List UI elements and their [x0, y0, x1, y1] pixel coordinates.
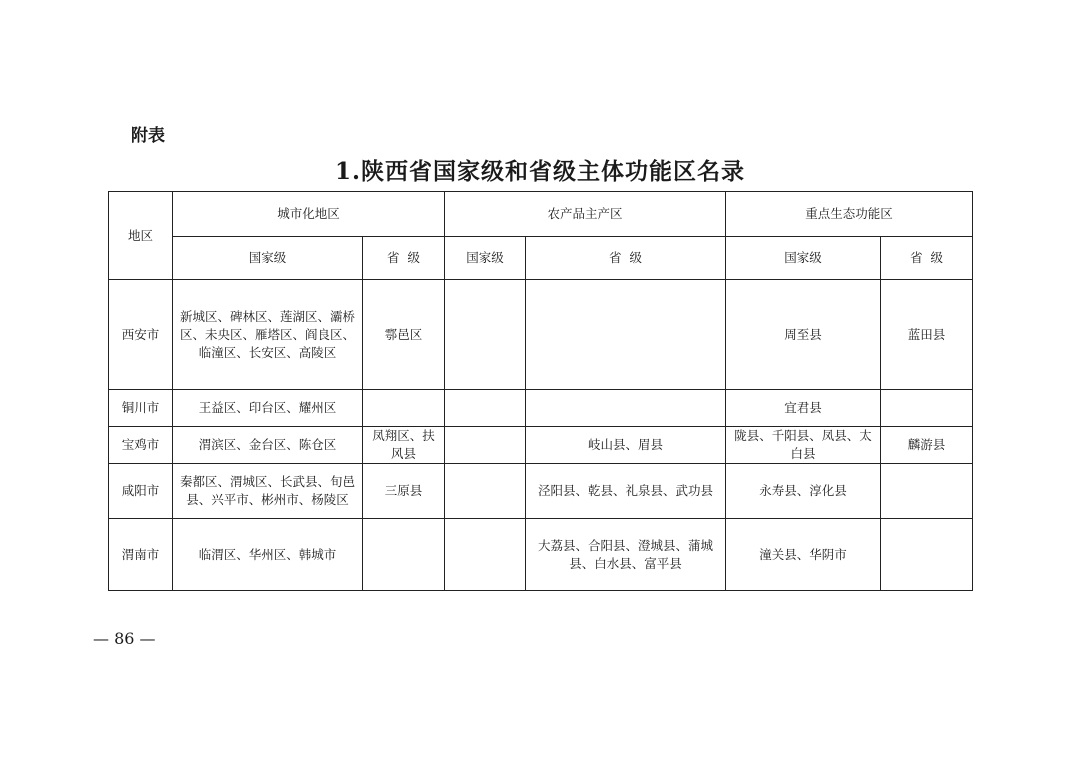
cell-urban-provincial: 凤翔区、扶风县	[363, 427, 445, 464]
cell-urban-provincial: 鄠邑区	[363, 280, 445, 390]
cell-eco-national: 宜君县	[726, 390, 881, 427]
cell-eco-national: 陇县、千阳县、凤县、太白县	[726, 427, 881, 464]
cell-eco-national: 潼关县、华阴市	[726, 519, 881, 591]
page-number: — 86 —	[93, 629, 156, 648]
cell-urban-provincial	[363, 519, 445, 591]
cell-urban-provincial	[363, 390, 445, 427]
header-urban-national: 国家级	[173, 237, 363, 280]
header-agri: 农产品主产区	[445, 192, 726, 237]
appendix-label: 附表	[131, 126, 165, 146]
cell-agri-provincial	[526, 280, 726, 390]
cell-agri-national	[445, 464, 526, 519]
cell-urban-national: 王益区、印台区、耀州区	[173, 390, 363, 427]
cell-eco-national: 周至县	[726, 280, 881, 390]
cell-agri-national	[445, 280, 526, 390]
header-agri-national: 国家级	[445, 237, 526, 280]
header-urban: 城市化地区	[173, 192, 445, 237]
cell-agri-national	[445, 519, 526, 591]
cell-agri-national	[445, 390, 526, 427]
document-title: 1.陕西省国家级和省级主体功能区名录	[334, 158, 745, 185]
table-row	[109, 280, 973, 390]
cell-eco-provincial: 蓝田县	[881, 280, 973, 390]
cell-agri-national	[445, 427, 526, 464]
row-region: 宝鸡市	[109, 427, 173, 464]
function-zone-table	[108, 191, 973, 591]
cell-urban-provincial: 三原县	[363, 464, 445, 519]
header-eco: 重点生态功能区	[726, 192, 973, 237]
cell-urban-national: 新城区、碑林区、莲湖区、灞桥区、未央区、雁塔区、阎良区、临潼区、长安区、高陵区	[173, 280, 363, 390]
cell-urban-national: 临渭区、华州区、韩城市	[173, 519, 363, 591]
cell-urban-national: 渭滨区、金台区、陈仓区	[173, 427, 363, 464]
row-region: 渭南市	[109, 519, 173, 591]
cell-agri-provincial	[526, 390, 726, 427]
row-region: 西安市	[109, 280, 173, 390]
row-region: 铜川市	[109, 390, 173, 427]
table-row	[109, 519, 973, 591]
row-region: 咸阳市	[109, 464, 173, 519]
header-region: 地区	[109, 192, 173, 280]
header-eco-national: 国家级	[726, 237, 881, 280]
cell-eco-provincial	[881, 390, 973, 427]
cell-agri-provincial: 岐山县、眉县	[526, 427, 726, 464]
cell-eco-provincial	[881, 519, 973, 591]
cell-agri-provincial: 泾阳县、乾县、礼泉县、武功县	[526, 464, 726, 519]
cell-eco-provincial	[881, 464, 973, 519]
table-row	[109, 464, 973, 519]
header-eco-provincial: 省 级	[881, 237, 973, 280]
header-urban-provincial: 省 级	[363, 237, 445, 280]
cell-eco-national: 永寿县、淳化县	[726, 464, 881, 519]
table-row	[109, 427, 973, 464]
cell-eco-provincial: 麟游县	[881, 427, 973, 464]
cell-urban-national: 秦都区、渭城区、长武县、旬邑县、兴平市、彬州市、杨陵区	[173, 464, 363, 519]
cell-agri-provincial: 大荔县、合阳县、澄城县、蒲城县、白水县、富平县	[526, 519, 726, 591]
header-agri-provincial: 省 级	[526, 237, 726, 280]
table-row	[109, 390, 973, 427]
